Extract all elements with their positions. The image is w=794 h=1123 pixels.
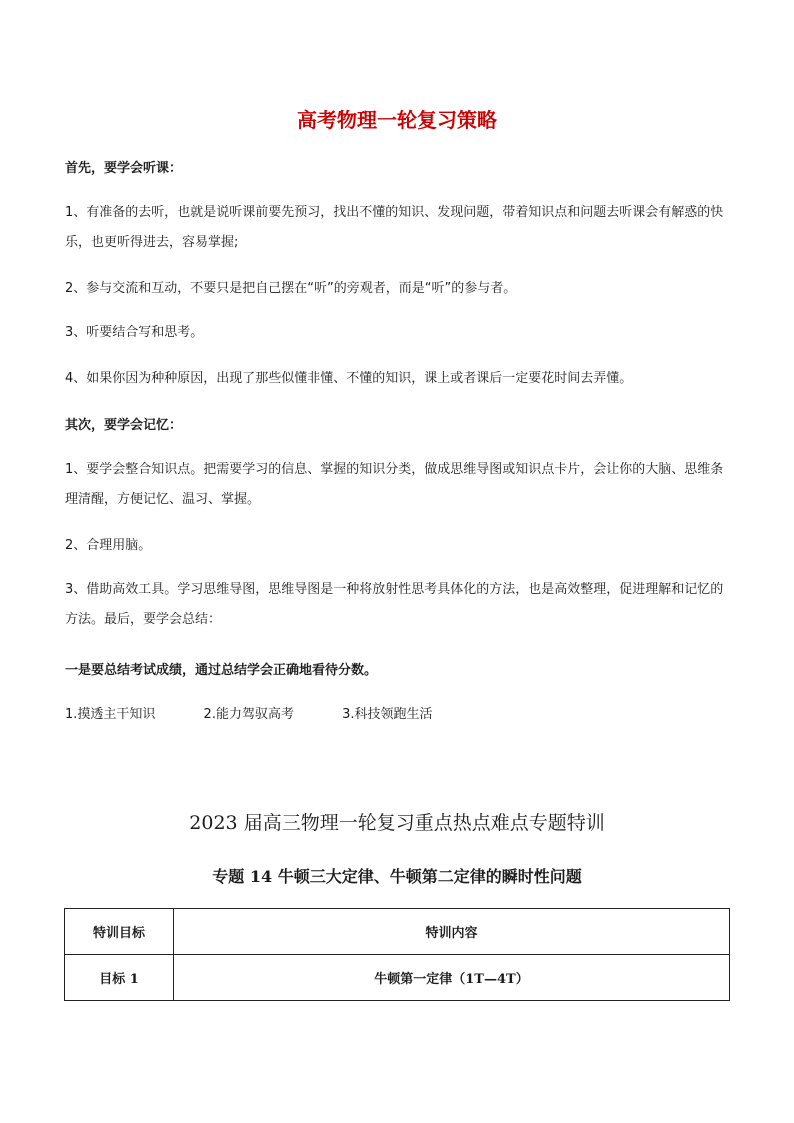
- section1-heading: 首先，要学会听课：: [65, 161, 183, 176]
- table-header-content: 特训内容: [174, 909, 730, 955]
- table-row: [65, 955, 730, 1001]
- section2-item-1: 1、要学会整合知识点。把需要学习的信息、掌握的知识分类，做成思维导图或知识点卡片，会让你的大脑、思维条理清醒，方便记忆、温习、掌握。: [65, 462, 724, 507]
- section1-item-4: 4、如果你因为种种原因，出现了那些似懂非懂、不懂的知识，课上或者课后一定要花时间去弄懂。: [65, 371, 633, 386]
- summary-item-1: 1.摸透主干知识: [65, 707, 156, 722]
- table-cell-target: 目标 1: [65, 955, 174, 1001]
- section2-item-3: 3、借助高效工具。学习思维导图，思维导图是一种将放射性思考具体化的方法，也是高效整理，促进理解和记忆的方法。最后，要学会总结：: [65, 582, 724, 627]
- summary-bold: 一是要总结考试成绩，通过总结学会正确地看待分数。: [65, 663, 378, 678]
- table-header-target: 特训目标: [65, 909, 174, 955]
- table-cell-content: 牛顿第一定律（1T—4T）: [174, 955, 730, 1001]
- doc-title: 高考物理一轮复习策略: [297, 108, 497, 132]
- section2-item-2: 2、合理用脑。: [65, 538, 152, 553]
- summary-item-3: 3.科技领跑生活: [342, 707, 433, 722]
- summary-items: [65, 703, 477, 722]
- section1-item-2: 2、参与交流和互动，不要只是把自己摆在“听”的旁观者，而是“听”的参与者。: [65, 281, 517, 296]
- section1-item-3: 3、听要结合写和思考。: [65, 325, 204, 340]
- sub-title: 专题 14 牛顿三大定律、牛顿第二定律的瞬时性问题: [212, 867, 582, 886]
- table-header-row: [65, 909, 730, 955]
- training-table: [64, 908, 730, 1001]
- summary-item-2: 2.能力驾驭高考: [203, 707, 294, 722]
- section1-item-1: 1、有准备的去听，也就是说听课前要先预习，找出不懂的知识、发现问题，带着知识点和问题去听课会有解惑的快乐，也更听得进去，容易掌握;: [65, 205, 724, 250]
- section2-heading: 其次，要学会记忆：: [65, 418, 183, 433]
- main-title: 2023 届高三物理一轮复习重点热点难点专题特训: [189, 812, 605, 834]
